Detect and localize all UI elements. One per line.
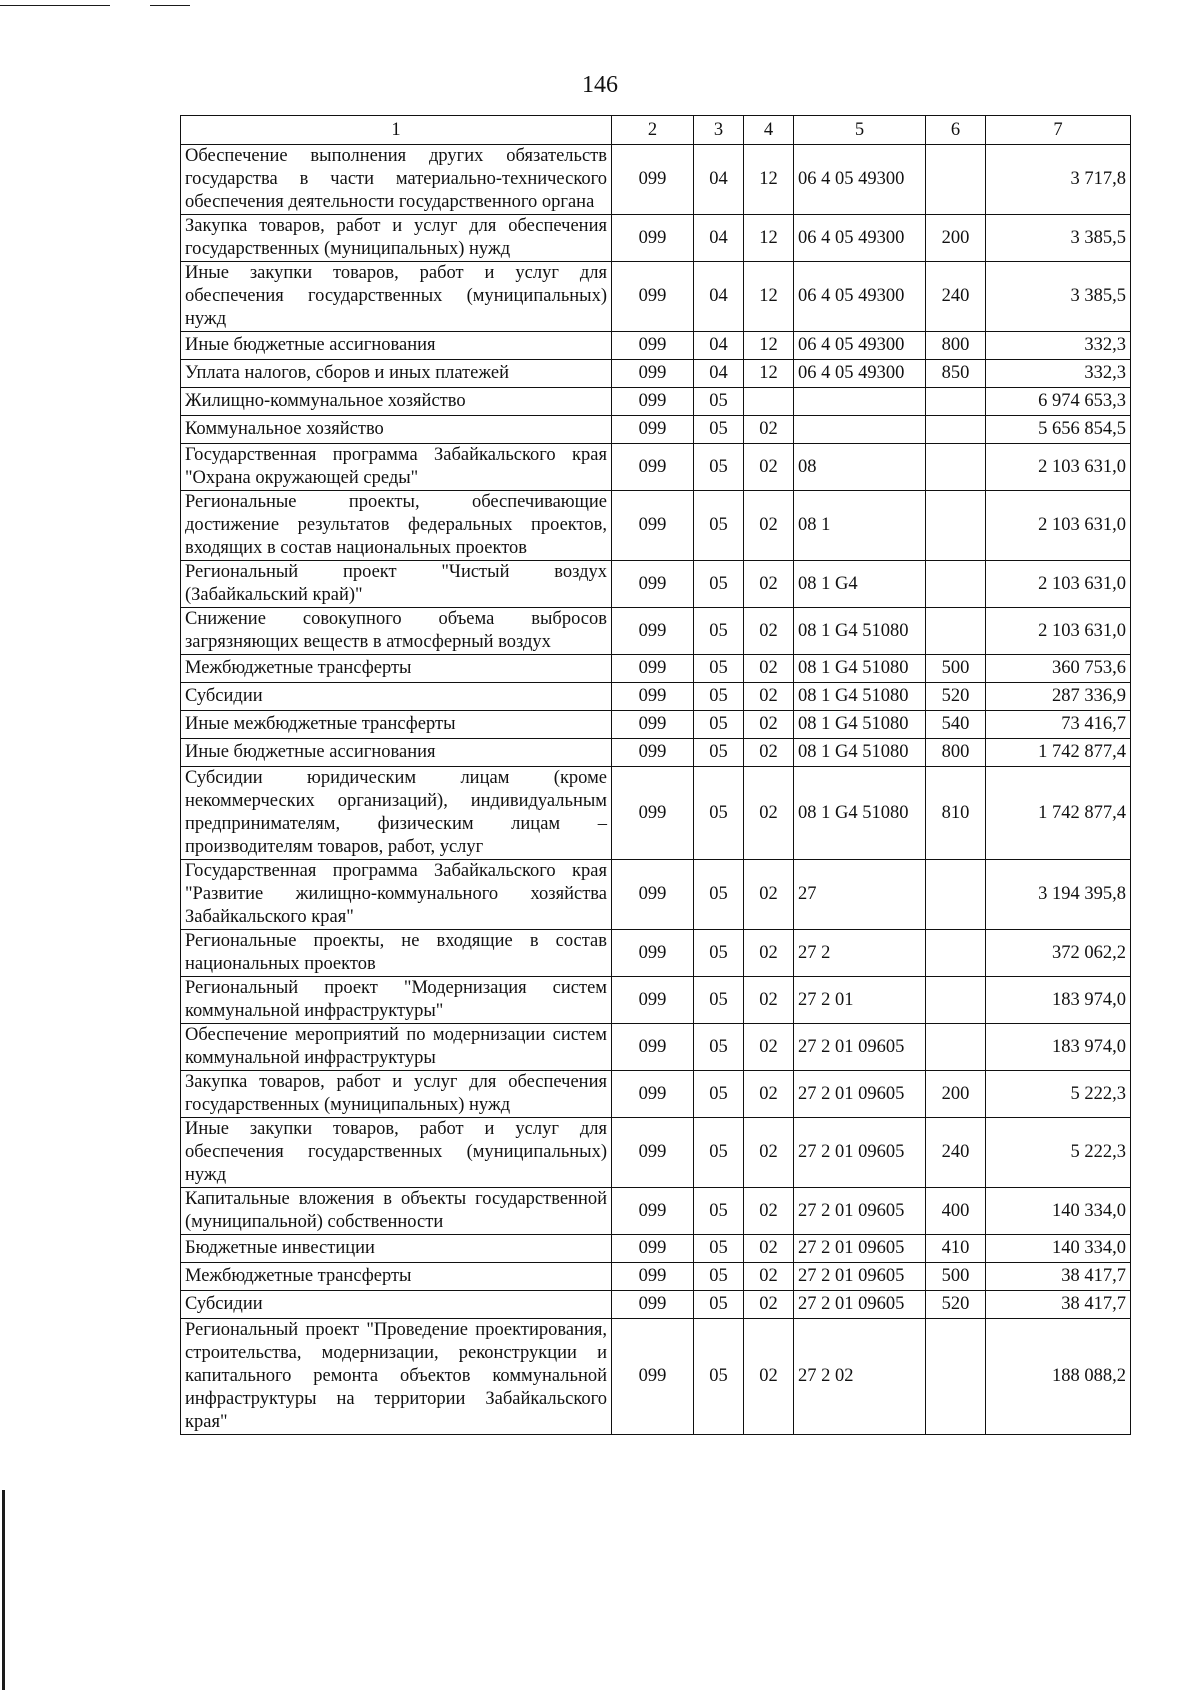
- row-section-code: 04: [694, 262, 744, 332]
- row-name: Капитальные вложения в объекты государственной (муниципальной) собственности: [181, 1188, 612, 1235]
- row-admin-code: 099: [612, 332, 694, 360]
- table-row: [181, 215, 1131, 262]
- table-row: [181, 491, 1131, 561]
- row-amount: 3 717,8: [986, 145, 1131, 215]
- row-admin-code: 099: [612, 683, 694, 711]
- table-row: [181, 608, 1131, 655]
- row-subsection-code: 02: [744, 1291, 794, 1319]
- row-section-code: 05: [694, 561, 744, 608]
- row-section-code: 05: [694, 739, 744, 767]
- row-section-code: 05: [694, 1071, 744, 1118]
- row-name: Субсидии: [181, 683, 612, 711]
- row-section-code: 04: [694, 145, 744, 215]
- row-admin-code: 099: [612, 930, 694, 977]
- row-subsection-code: 12: [744, 262, 794, 332]
- row-name: Жилищно-коммунальное хозяйство: [181, 388, 612, 416]
- row-amount: 372 062,2: [986, 930, 1131, 977]
- column-header: 3: [694, 116, 744, 145]
- row-section-code: 05: [694, 977, 744, 1024]
- row-amount: 5 222,3: [986, 1071, 1131, 1118]
- column-header: 4: [744, 116, 794, 145]
- row-target-article: 08 1 G4 51080: [794, 767, 926, 860]
- row-amount: 3 194 395,8: [986, 860, 1131, 930]
- table-row: [181, 860, 1131, 930]
- row-admin-code: 099: [612, 1291, 694, 1319]
- row-expense-type: 410: [926, 1235, 986, 1263]
- row-admin-code: 099: [612, 215, 694, 262]
- table-row: [181, 332, 1131, 360]
- row-section-code: 05: [694, 655, 744, 683]
- row-admin-code: 099: [612, 491, 694, 561]
- row-amount: 5 222,3: [986, 1118, 1131, 1188]
- row-admin-code: 099: [612, 1263, 694, 1291]
- row-subsection-code: 02: [744, 767, 794, 860]
- table-row: [181, 977, 1131, 1024]
- row-admin-code: 099: [612, 711, 694, 739]
- row-admin-code: 099: [612, 145, 694, 215]
- table-row: [181, 561, 1131, 608]
- row-subsection-code: 02: [744, 1319, 794, 1435]
- row-amount: 3 385,5: [986, 262, 1131, 332]
- row-expense-type: 520: [926, 683, 986, 711]
- row-subsection-code: 02: [744, 608, 794, 655]
- row-subsection-code: [744, 388, 794, 416]
- row-name: Региональный проект "Модернизация систем коммунальной инфраструктуры": [181, 977, 612, 1024]
- row-expense-type: 400: [926, 1188, 986, 1235]
- row-amount: 332,3: [986, 360, 1131, 388]
- row-name: Коммунальное хозяйство: [181, 416, 612, 444]
- row-admin-code: 099: [612, 1024, 694, 1071]
- row-target-article: 27 2 01: [794, 977, 926, 1024]
- row-target-article: 27 2 01 09605: [794, 1071, 926, 1118]
- row-amount: 140 334,0: [986, 1188, 1131, 1235]
- row-section-code: 05: [694, 1024, 744, 1071]
- row-section-code: 05: [694, 930, 744, 977]
- row-target-article: 27 2 01 09605: [794, 1263, 926, 1291]
- row-subsection-code: 02: [744, 561, 794, 608]
- row-name: Государственная программа Забайкальского края "Развитие жилищно-коммунального хозяйства Забайкальского края": [181, 860, 612, 930]
- row-subsection-code: 02: [744, 1071, 794, 1118]
- table-header-row: [181, 116, 1131, 145]
- page-number: 146: [582, 72, 618, 98]
- row-admin-code: 099: [612, 561, 694, 608]
- row-name: Субсидии: [181, 1291, 612, 1319]
- table-row: [181, 416, 1131, 444]
- row-target-article: 06 4 05 49300: [794, 332, 926, 360]
- row-name: Иные закупки товаров, работ и услуг для обеспечения государственных (муниципальных) нужд: [181, 262, 612, 332]
- row-expense-type: 800: [926, 332, 986, 360]
- row-section-code: 05: [694, 1118, 744, 1188]
- row-target-article: 06 4 05 49300: [794, 215, 926, 262]
- row-name: Региональные проекты, не входящие в состав национальных проектов: [181, 930, 612, 977]
- row-target-article: 27 2 01 09605: [794, 1024, 926, 1071]
- row-subsection-code: 12: [744, 360, 794, 388]
- row-admin-code: 099: [612, 608, 694, 655]
- row-target-article: 27 2 01 09605: [794, 1118, 926, 1188]
- row-admin-code: 099: [612, 977, 694, 1024]
- row-admin-code: 099: [612, 767, 694, 860]
- row-target-article: [794, 388, 926, 416]
- row-section-code: 05: [694, 1263, 744, 1291]
- row-subsection-code: 02: [744, 1024, 794, 1071]
- row-subsection-code: 02: [744, 683, 794, 711]
- row-target-article: 08: [794, 444, 926, 491]
- row-amount: 183 974,0: [986, 1024, 1131, 1071]
- row-section-code: 05: [694, 416, 744, 444]
- row-amount: 1 742 877,4: [986, 767, 1131, 860]
- row-admin-code: 099: [612, 1235, 694, 1263]
- row-amount: 2 103 631,0: [986, 491, 1131, 561]
- row-target-article: [794, 416, 926, 444]
- row-target-article: 08 1 G4: [794, 561, 926, 608]
- column-header: 7: [986, 116, 1131, 145]
- row-name: Государственная программа Забайкальского края "Охрана окружающей среды": [181, 444, 612, 491]
- row-subsection-code: 02: [744, 711, 794, 739]
- row-admin-code: 099: [612, 416, 694, 444]
- row-admin-code: 099: [612, 1071, 694, 1118]
- row-expense-type: 240: [926, 1118, 986, 1188]
- row-amount: 2 103 631,0: [986, 444, 1131, 491]
- row-amount: 140 334,0: [986, 1235, 1131, 1263]
- row-name: Уплата налогов, сборов и иных платежей: [181, 360, 612, 388]
- row-expense-type: 240: [926, 262, 986, 332]
- row-subsection-code: 12: [744, 215, 794, 262]
- row-target-article: 08 1 G4 51080: [794, 711, 926, 739]
- row-amount: 2 103 631,0: [986, 608, 1131, 655]
- row-name: Обеспечение мероприятий по модернизации систем коммунальной инфраструктуры: [181, 1024, 612, 1071]
- table-row: [181, 739, 1131, 767]
- row-expense-type: 500: [926, 1263, 986, 1291]
- row-name: Иные бюджетные ассигнования: [181, 739, 612, 767]
- row-expense-type: [926, 491, 986, 561]
- row-expense-type: 850: [926, 360, 986, 388]
- row-target-article: 27 2 02: [794, 1319, 926, 1435]
- row-expense-type: [926, 444, 986, 491]
- row-name: Иные межбюджетные трансферты: [181, 711, 612, 739]
- row-subsection-code: 02: [744, 977, 794, 1024]
- row-admin-code: 099: [612, 1188, 694, 1235]
- row-target-article: 08 1: [794, 491, 926, 561]
- row-expense-type: [926, 416, 986, 444]
- row-target-article: 27 2: [794, 930, 926, 977]
- row-target-article: 08 1 G4 51080: [794, 683, 926, 711]
- row-section-code: 04: [694, 215, 744, 262]
- row-name: Региональный проект "Проведение проектирования, строительства, модернизации, реконструкции и капитального ремонта объектов коммунальной инфраструктуры на территории Забайкальского края": [181, 1319, 612, 1435]
- row-subsection-code: 12: [744, 332, 794, 360]
- column-header: 1: [181, 116, 612, 145]
- scan-artifact-top-right: [150, 5, 190, 6]
- row-subsection-code: 02: [744, 416, 794, 444]
- row-amount: 6 974 653,3: [986, 388, 1131, 416]
- table-row: [181, 1188, 1131, 1235]
- row-expense-type: [926, 1319, 986, 1435]
- table-row: [181, 1319, 1131, 1435]
- row-target-article: 08 1 G4 51080: [794, 739, 926, 767]
- row-section-code: 04: [694, 360, 744, 388]
- row-section-code: 05: [694, 444, 744, 491]
- row-section-code: 05: [694, 1188, 744, 1235]
- row-target-article: 27 2 01 09605: [794, 1235, 926, 1263]
- row-subsection-code: 02: [744, 655, 794, 683]
- table-row: [181, 930, 1131, 977]
- row-amount: 1 742 877,4: [986, 739, 1131, 767]
- row-subsection-code: 02: [744, 739, 794, 767]
- row-expense-type: [926, 145, 986, 215]
- row-amount: 332,3: [986, 332, 1131, 360]
- row-admin-code: 099: [612, 1319, 694, 1435]
- column-header: 2: [612, 116, 694, 145]
- row-subsection-code: 02: [744, 1118, 794, 1188]
- row-expense-type: 520: [926, 1291, 986, 1319]
- row-amount: 188 088,2: [986, 1319, 1131, 1435]
- table-row: [181, 1235, 1131, 1263]
- row-target-article: 06 4 05 49300: [794, 360, 926, 388]
- row-amount: 183 974,0: [986, 977, 1131, 1024]
- row-name: Региональные проекты, обеспечивающие достижение результатов федеральных проектов, входящих в состав национальных проектов: [181, 491, 612, 561]
- row-admin-code: 099: [612, 860, 694, 930]
- row-target-article: 08 1 G4 51080: [794, 608, 926, 655]
- row-name: Иные бюджетные ассигнования: [181, 332, 612, 360]
- row-expense-type: 200: [926, 215, 986, 262]
- row-amount: 2 103 631,0: [986, 561, 1131, 608]
- table-row: [181, 262, 1131, 332]
- row-expense-type: 810: [926, 767, 986, 860]
- scan-artifact-left-edge: [2, 1490, 5, 1690]
- row-expense-type: [926, 930, 986, 977]
- row-target-article: 27: [794, 860, 926, 930]
- row-name: Закупка товаров, работ и услуг для обеспечения государственных (муниципальных) нужд: [181, 1071, 612, 1118]
- table-row: [181, 683, 1131, 711]
- row-section-code: 05: [694, 388, 744, 416]
- scan-artifact-top: [0, 5, 110, 6]
- table-body: [181, 145, 1131, 1435]
- row-section-code: 05: [694, 1235, 744, 1263]
- row-section-code: 05: [694, 860, 744, 930]
- table-row: [181, 711, 1131, 739]
- row-target-article: 08 1 G4 51080: [794, 655, 926, 683]
- row-subsection-code: 02: [744, 930, 794, 977]
- table-row: [181, 1291, 1131, 1319]
- row-subsection-code: 02: [744, 1263, 794, 1291]
- column-header: 6: [926, 116, 986, 145]
- row-subsection-code: 02: [744, 444, 794, 491]
- table-row: [181, 388, 1131, 416]
- table-row: [181, 655, 1131, 683]
- row-amount: 38 417,7: [986, 1291, 1131, 1319]
- row-amount: 287 336,9: [986, 683, 1131, 711]
- row-section-code: 05: [694, 608, 744, 655]
- row-subsection-code: 12: [744, 145, 794, 215]
- column-header: 5: [794, 116, 926, 145]
- row-expense-type: 500: [926, 655, 986, 683]
- row-name: Межбюджетные трансферты: [181, 1263, 612, 1291]
- row-expense-type: 800: [926, 739, 986, 767]
- row-target-article: 27 2 01 09605: [794, 1188, 926, 1235]
- row-admin-code: 099: [612, 655, 694, 683]
- row-admin-code: 099: [612, 444, 694, 491]
- row-subsection-code: 02: [744, 491, 794, 561]
- table-row: [181, 1118, 1131, 1188]
- row-name: Закупка товаров, работ и услуг для обеспечения государственных (муниципальных) нужд: [181, 215, 612, 262]
- row-expense-type: [926, 860, 986, 930]
- row-target-article: 06 4 05 49300: [794, 145, 926, 215]
- row-section-code: 05: [694, 683, 744, 711]
- row-admin-code: 099: [612, 739, 694, 767]
- row-expense-type: [926, 1024, 986, 1071]
- row-section-code: 05: [694, 1291, 744, 1319]
- row-section-code: 05: [694, 711, 744, 739]
- row-section-code: 04: [694, 332, 744, 360]
- row-amount: 73 416,7: [986, 711, 1131, 739]
- table-row: [181, 1024, 1131, 1071]
- table-row: [181, 1071, 1131, 1118]
- row-amount: 3 385,5: [986, 215, 1131, 262]
- row-name: Региональный проект "Чистый воздух (Забайкальский край)": [181, 561, 612, 608]
- row-amount: 360 753,6: [986, 655, 1131, 683]
- row-target-article: 06 4 05 49300: [794, 262, 926, 332]
- row-admin-code: 099: [612, 262, 694, 332]
- budget-table: [180, 115, 1131, 1435]
- table-row: [181, 1263, 1131, 1291]
- row-amount: 5 656 854,5: [986, 416, 1131, 444]
- table-row: [181, 360, 1131, 388]
- row-section-code: 05: [694, 491, 744, 561]
- row-name: Бюджетные инвестиции: [181, 1235, 612, 1263]
- row-admin-code: 099: [612, 1118, 694, 1188]
- row-name: Иные закупки товаров, работ и услуг для обеспечения государственных (муниципальных) нужд: [181, 1118, 612, 1188]
- row-name: Снижение совокупного объема выбросов загрязняющих веществ в атмосферный воздух: [181, 608, 612, 655]
- row-amount: 38 417,7: [986, 1263, 1131, 1291]
- table-row: [181, 444, 1131, 491]
- row-name: Межбюджетные трансферты: [181, 655, 612, 683]
- row-expense-type: [926, 977, 986, 1024]
- row-name: Субсидии юридическим лицам (кроме некоммерческих организаций), индивидуальным предпринимателям, физическим лицам – производителям товаров, работ, услуг: [181, 767, 612, 860]
- row-expense-type: 200: [926, 1071, 986, 1118]
- row-name: Обеспечение выполнения других обязательств государства в части материально-технического обеспечения деятельности государственного органа: [181, 145, 612, 215]
- row-subsection-code: 02: [744, 1235, 794, 1263]
- table-row: [181, 145, 1131, 215]
- row-expense-type: 540: [926, 711, 986, 739]
- row-admin-code: 099: [612, 360, 694, 388]
- row-subsection-code: 02: [744, 860, 794, 930]
- row-expense-type: [926, 388, 986, 416]
- row-section-code: 05: [694, 1319, 744, 1435]
- table-row: [181, 767, 1131, 860]
- row-expense-type: [926, 561, 986, 608]
- row-admin-code: 099: [612, 388, 694, 416]
- row-subsection-code: 02: [744, 1188, 794, 1235]
- row-target-article: 27 2 01 09605: [794, 1291, 926, 1319]
- row-expense-type: [926, 608, 986, 655]
- row-section-code: 05: [694, 767, 744, 860]
